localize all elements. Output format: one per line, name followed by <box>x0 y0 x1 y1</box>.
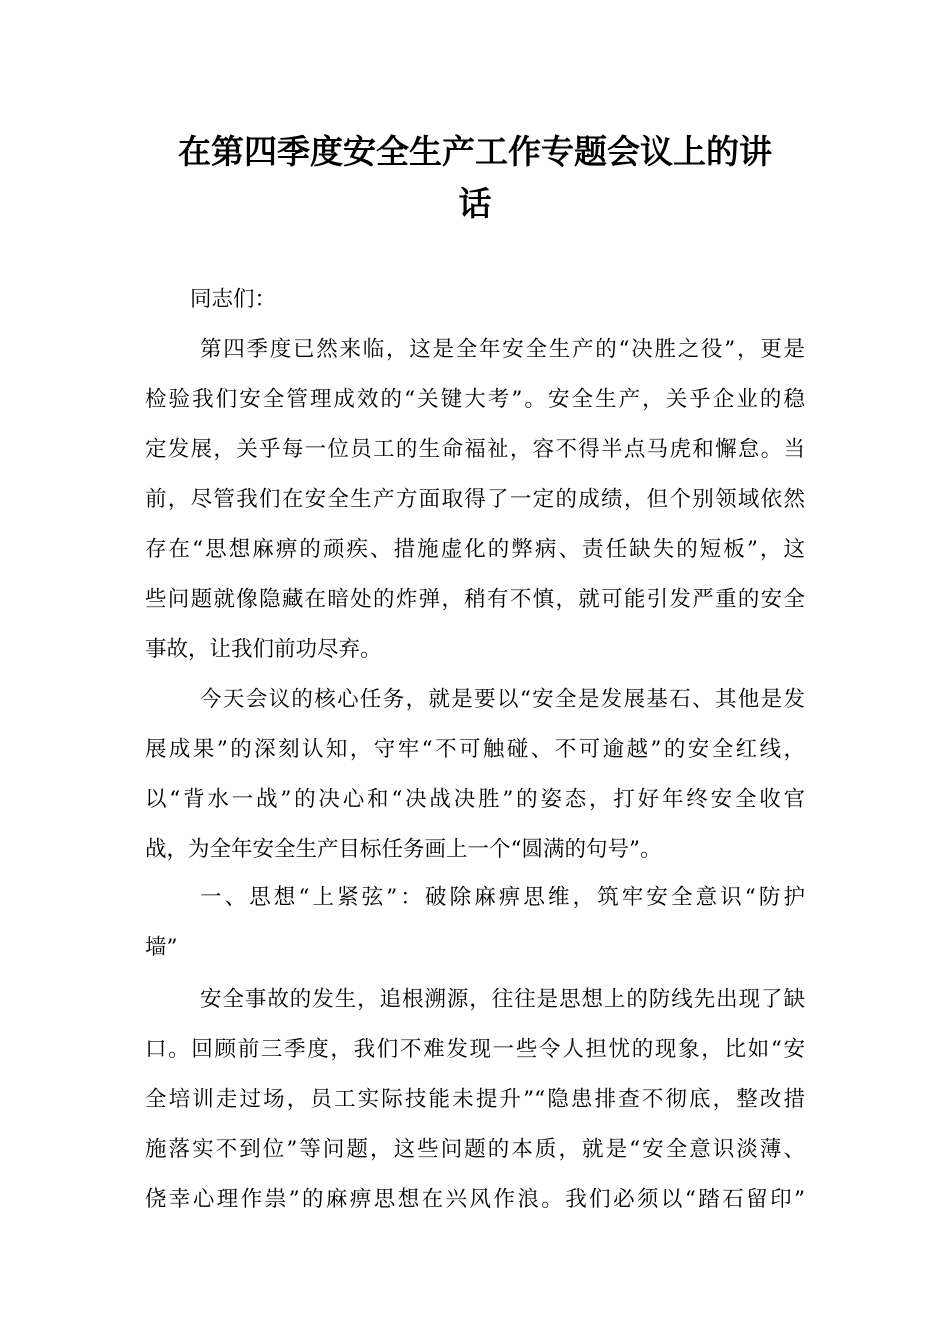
paragraph-2-line-1: 今天会议的核心任务，就是要以“安全是发展基石、其他是发 <box>200 687 805 712</box>
document-title-line-2: 话 <box>458 184 492 223</box>
paragraph-3-line-5: 侥幸心理作祟”的麻痹思想在兴风作浪。我们必须以“踏石留印” <box>145 1187 805 1212</box>
paragraph-3-line-4: 施落实不到位”等问题，这些问题的本质，就是“安全意识淡薄、 <box>145 1137 805 1162</box>
paragraph-2-line-2: 展成果”的深刻认知，守牢“不可触碰、不可逾越”的安全红线， <box>145 737 805 762</box>
paragraph-1-line-4: 前，尽管我们在安全生产方面取得了一定的成绩，但个别领域依然 <box>145 487 805 512</box>
paragraph-2-line-4: 战，为全年安全生产目标任务画上一个“圆满的句号”。 <box>145 837 662 862</box>
paragraph-1-line-7: 事故，让我们前功尽弃。 <box>145 637 382 662</box>
paragraph-1-line-3: 定发展，关乎每一位员工的生命福祉，容不得半点马虎和懈怠。当 <box>145 437 805 462</box>
section-heading-line-1: 一、思想“上紧弦”：破除麻痹思维，筑牢安全意识“防护 <box>200 885 805 910</box>
paragraph-1-line-6: 些问题就像隐藏在暗处的炸弹，稍有不慎，就可能引发严重的安全 <box>145 587 805 612</box>
paragraph-3-line-2: 口。回顾前三季度，我们不难发现一些令人担忧的现象，比如“安 <box>145 1037 805 1062</box>
paragraph-3-line-3: 全培训走过场，员工实际技能未提升”“隐患排查不彻底，整改措 <box>145 1087 805 1112</box>
section-heading-line-2: 墙” <box>145 935 178 960</box>
document-title-line-1: 在第四季度安全生产工作专题会议上的讲 <box>178 132 772 171</box>
paragraph-3-line-1: 安全事故的发生，追根溯源，往往是思想上的防线先出现了缺 <box>200 987 805 1012</box>
paragraph-1-line-1: 第四季度已然来临，这是全年安全生产的“决胜之役”，更是 <box>200 337 805 362</box>
paragraph-1-line-5: 存在“思想麻痹的顽疾、措施虚化的弊病、责任缺失的短板”，这 <box>145 537 805 562</box>
paragraph-1-line-2: 检验我们安全管理成效的“关键大考”。安全生产，关乎企业的稳 <box>145 387 805 412</box>
paragraph-2-line-3: 以“背水一战”的决心和“决战决胜”的姿态，打好年终安全收官 <box>145 787 805 812</box>
salutation: 同志们： <box>190 287 277 312</box>
